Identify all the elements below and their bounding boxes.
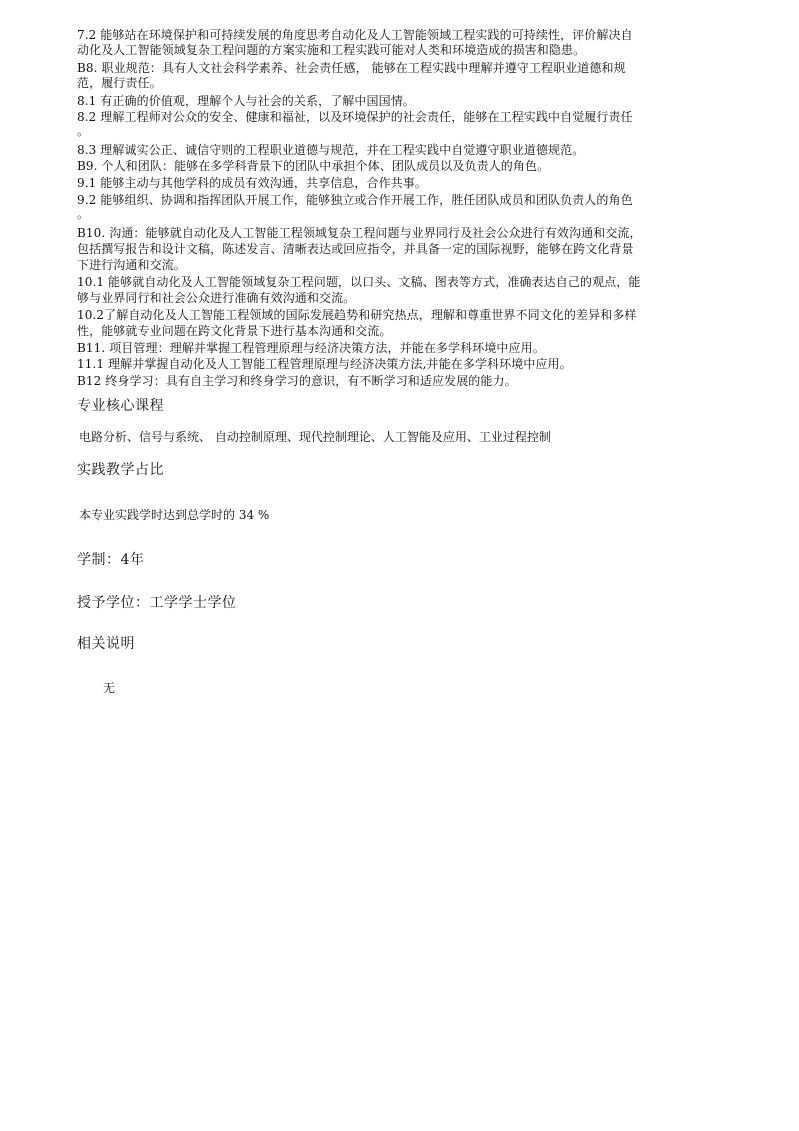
outcome-line: 下进行沟通和交流。 (77, 258, 186, 272)
outcome-line: 。 (77, 124, 90, 138)
outcome-line: 10.2了解自动化及人工智能工程领域的国际发展趋势和研究热点，理解和尊重世界不同文化的差异和多样 (77, 308, 637, 322)
practice-heading: 实践教学占比 (77, 462, 164, 478)
outcome-line: 范，履行责任。 (77, 76, 162, 90)
outcome-line: 包括撰写报告和设计文稿，陈述发言、清晰表达或回应指令，并具备一定的国际视野，能够在跨文化背景 (77, 242, 634, 256)
outcome-line: B11. 项目管理：理解并掌握工程管理原理与经济决策方法，并能在多学科环境中应用。 (77, 341, 545, 355)
outcome-line: 8.2 理解工程师对公众的安全、健康和福祉，以及环境保护的社会责任，能够在工程实践中自觉履行责任 (77, 110, 633, 124)
outcome-line: 7.2 能够站在环境保护和可持续发展的角度思考自动化及人工智能领域工程实践的可持续性，评价解决自 (77, 28, 633, 42)
notes-text: 无 (103, 681, 116, 695)
outcome-line: B12 终身学习：具有自主学习和终身学习的意识，有不断学习和适应发展的能力。 (77, 374, 517, 388)
outcome-line: 够与业界同行和社会公众进行准确有效沟通和交流。 (77, 291, 356, 305)
outcome-line: 11.1 理解并掌握自动化及人工智能工程管理原理与经济决策方法,并能在多学科环境中应用。 (77, 357, 572, 371)
outcome-line: 10.1 能够就自动化及人工智能领域复杂工程问题，以口头、文稿、图表等方式，准确表达自己的观点，能 (77, 275, 641, 289)
core-courses-heading: 专业核心课程 (77, 398, 164, 414)
outcome-line: 。 (77, 207, 90, 221)
outcome-line: B8. 职业规范：具有人文社会科学素养、社会责任感， 能够在工程实践中理解并遵守工程职业道德和规 (77, 61, 626, 75)
outcome-line: 动化及人工智能领域复杂工程问题的方案实施和工程实践可能对人类和环境造成的损害和隐患。 (77, 43, 586, 57)
outcome-line: 8.3 理解诚实公正、诚信守则的工程职业道德与规范，并在工程实践中自觉遵守职业道德规范。 (77, 143, 585, 157)
outcome-line: 8.1 有正确的价值观，理解个人与社会的关系，了解中国国情。 (77, 94, 415, 108)
outcome-line: 9.1 能够主动与其他学科的成员有效沟通，共享信息，合作共事。 (77, 176, 428, 190)
practice-text: 本专业实践学时达到总学时的 34 % (79, 508, 270, 522)
degree-heading: 授予学位：工学学士学位 (77, 595, 237, 611)
outcome-line: B9. 个人和团队：能够在多学科背景下的团队中承担个体、团队成员以及负责人的角色。 (77, 159, 550, 173)
outcome-line: 9.2 能够组织、协调和指挥团队开展工作，能够独立或合作开展工作，胜任团队成员和团队负责人的角色 (77, 193, 633, 207)
duration-heading: 学制：4年 (77, 552, 145, 568)
outcome-line: 性，能够就专业问题在跨文化背景下进行基本沟通和交流。 (77, 324, 392, 338)
outcome-line: B10. 沟通：能够就自动化及人工智能工程领域复杂工程问题与业界同行及社会公众进行有效沟通和交流， (77, 226, 642, 240)
notes-heading: 相关说明 (77, 636, 135, 652)
core-courses-text: 电路分析、信号与系统、 自动控制原理、现代控制理论、人工智能及应用、工业过程控制 (79, 430, 551, 444)
